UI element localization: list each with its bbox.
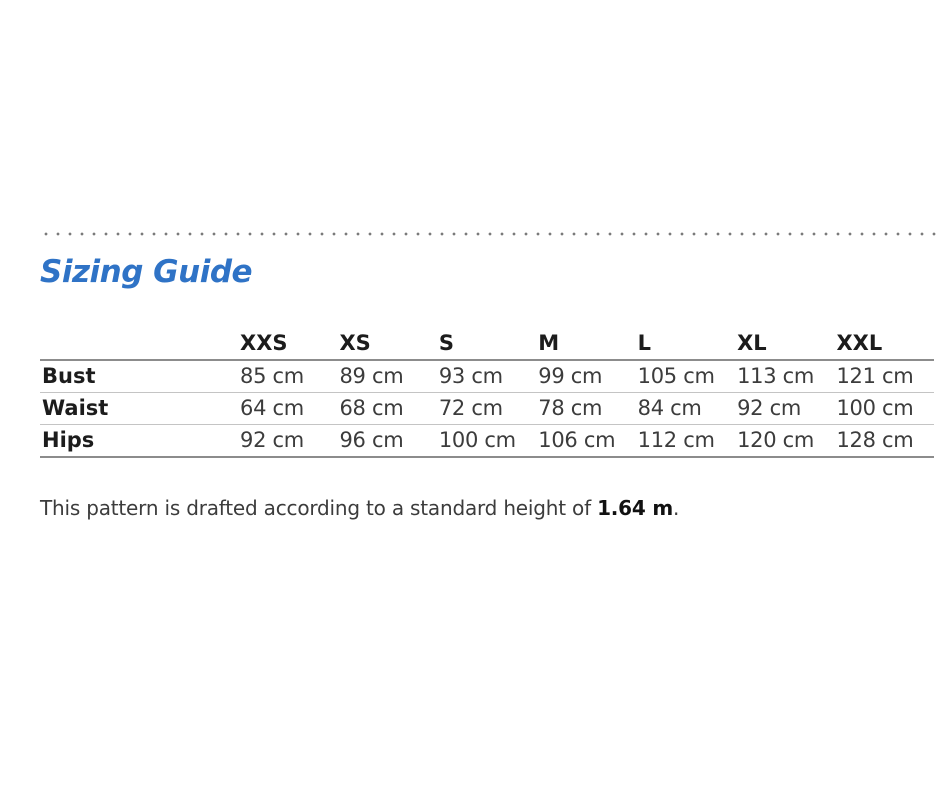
- table-cell: 105 cm: [636, 360, 735, 393]
- table-cell: 99 cm: [536, 360, 635, 393]
- standard-height-value: 1.64 m: [597, 496, 674, 520]
- table-cell: 72 cm: [437, 393, 536, 425]
- table-cell: 96 cm: [337, 425, 436, 458]
- note-text: This pattern is drafted according to a standard height of: [40, 496, 598, 520]
- table-cell: 113 cm: [735, 360, 834, 393]
- table-cell: 84 cm: [636, 393, 735, 425]
- row-label: Bust: [40, 360, 238, 393]
- table-cell: 100 cm: [834, 393, 934, 425]
- row-label: Waist: [40, 393, 238, 425]
- column-header: XL: [735, 328, 834, 360]
- table-cell: 92 cm: [238, 425, 337, 458]
- table-corner-cell: [40, 328, 238, 360]
- table-row: [40, 425, 934, 458]
- note-period: .: [673, 496, 680, 520]
- table-row: [40, 393, 934, 425]
- dotted-divider: [40, 232, 940, 236]
- table-cell: 120 cm: [735, 425, 834, 458]
- row-label: Hips: [40, 425, 238, 458]
- table-header-row: [40, 328, 934, 360]
- table-cell: 112 cm: [636, 425, 735, 458]
- table-cell: 128 cm: [834, 425, 934, 458]
- sizing-table: [40, 328, 934, 458]
- table-cell: 89 cm: [337, 360, 436, 393]
- table-cell: 85 cm: [238, 360, 337, 393]
- table-cell: 64 cm: [238, 393, 337, 425]
- column-header: L: [636, 328, 735, 360]
- column-header: S: [437, 328, 536, 360]
- table-row: [40, 360, 934, 393]
- table-cell: 92 cm: [735, 393, 834, 425]
- column-header: M: [536, 328, 635, 360]
- table-cell: 100 cm: [437, 425, 536, 458]
- column-header: XS: [337, 328, 436, 360]
- height-note: [40, 496, 679, 520]
- table-cell: 121 cm: [834, 360, 934, 393]
- table-cell: 78 cm: [536, 393, 635, 425]
- table-cell: 93 cm: [437, 360, 536, 393]
- page-title: Sizing Guide: [40, 254, 253, 290]
- column-header: XXL: [834, 328, 934, 360]
- table-cell: 106 cm: [536, 425, 635, 458]
- column-header: XXS: [238, 328, 337, 360]
- table-cell: 68 cm: [337, 393, 436, 425]
